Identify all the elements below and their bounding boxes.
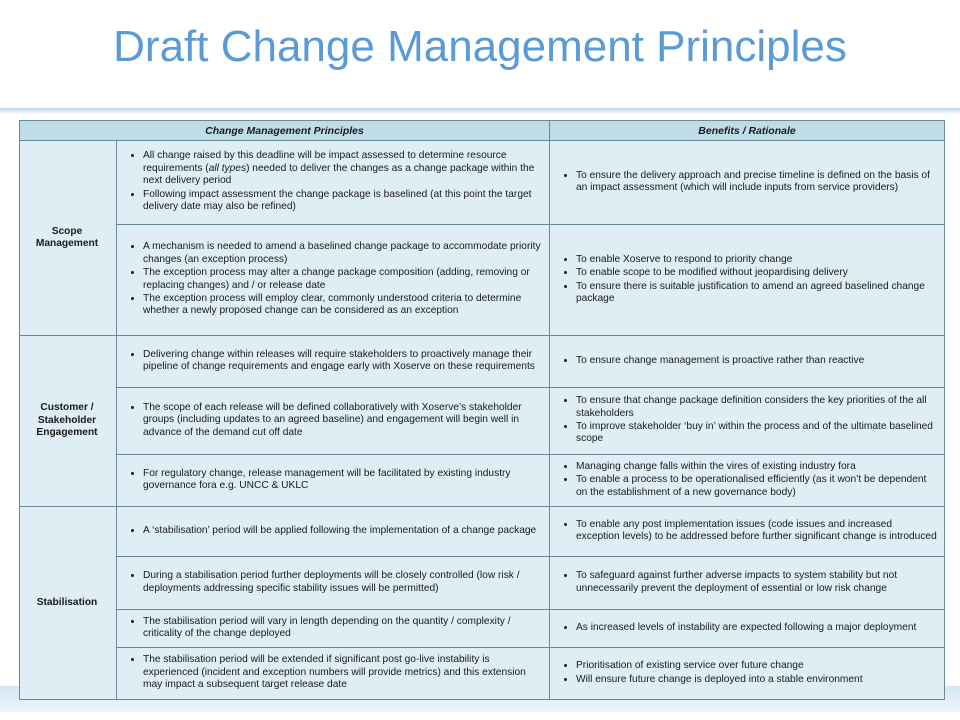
benefit-item: • To ensure change management is proactive rather than reactive	[576, 355, 938, 367]
benefits-cell	[550, 141, 945, 225]
area-customer-stakeholder-engagement: Customer / Stakeholder Engagement	[20, 336, 117, 507]
principle-item: • Delivering change within releases will require stakeholders to proactively manage their pipeline of change requirements and engage early with Xoserve on these requirements	[143, 349, 543, 374]
principle-item: • The stabilisation period will vary in length depending on the quantity / complexity / criticality of the change deployed	[143, 616, 543, 641]
benefits-cell	[550, 388, 945, 455]
table-row	[20, 225, 945, 336]
table-row	[20, 507, 945, 557]
benefit-item: • Managing change falls within the vires of existing industry fora	[576, 461, 938, 473]
benefit-item: • To improve stakeholder ‘buy in’ within the process and of the ultimate baselined scope	[576, 421, 938, 446]
table-row	[20, 648, 945, 700]
table-row	[20, 141, 945, 225]
principles-cell	[117, 507, 550, 557]
principles-cell	[117, 336, 550, 388]
table-row	[20, 388, 945, 455]
principles-cell	[117, 141, 550, 225]
benefit-item: • To ensure that change package definition considers the key priorities of the all stakeholders	[576, 395, 938, 420]
principles-cell	[117, 388, 550, 455]
benefit-item: • To enable Xoserve to respond to priority change	[576, 254, 938, 266]
benefit-item: • To safeguard against further adverse impacts to system stability but not unnecessarily prevent the deployment of essential or low risk change	[576, 570, 938, 595]
benefits-cell	[550, 455, 945, 507]
area-scope-management: Scope Management	[20, 141, 117, 336]
title-divider	[0, 108, 960, 114]
principles-cell	[117, 648, 550, 700]
principle-item: • All change raised by this deadline will be impact assessed to determine resource requirements (all types) needed to deliver the changes as a change package within the next delivery period	[143, 150, 543, 187]
principles-cell	[117, 610, 550, 648]
header-principles: Change Management Principles	[20, 121, 550, 141]
benefits-cell	[550, 557, 945, 610]
table-header-row	[20, 121, 945, 141]
principle-item: • The stabilisation period will be extended if significant post go-live instability is experienced (incident and exception numbers will provide metrics) and this extension may impact a subsequent target release date	[143, 654, 543, 691]
benefit-item: • As increased levels of instability are expected following a major deployment	[576, 622, 938, 634]
benefits-cell	[550, 225, 945, 336]
benefit-item: • Will ensure future change is deployed into a stable environment	[576, 674, 938, 686]
benefit-item: • To ensure there is suitable justification to amend an agreed baselined change package	[576, 281, 938, 306]
table-row	[20, 610, 945, 648]
principle-item: • A ‘stabilisation’ period will be applied following the implementation of a change package	[143, 525, 543, 537]
principle-item: • For regulatory change, release management will be facilitated by existing industry governance fora e.g. UNCC & UKLC	[143, 468, 543, 493]
principle-item: • The scope of each release will be defined collaboratively with Xoserve’s stakeholder groups (including updates to an agreed baseline) and engagement will begin well in advance of the demand cut off date	[143, 402, 543, 439]
header-benefits: Benefits / Rationale	[550, 121, 945, 141]
benefit-item: • Prioritisation of existing service over future change	[576, 660, 938, 672]
benefit-item: • To enable scope to be modified without jeopardising delivery	[576, 267, 938, 279]
principle-item: • During a stabilisation period further deployments will be closely controlled (low risk / deployments addressing specific stability issues will be permitted)	[143, 570, 543, 595]
benefits-cell	[550, 648, 945, 700]
benefits-cell	[550, 507, 945, 557]
benefits-cell	[550, 610, 945, 648]
benefit-item: • To enable any post implementation issues (code issues and increased exception levels) to be addressed before further significant change is introduced	[576, 519, 938, 544]
benefits-cell	[550, 336, 945, 388]
benefit-item: • To enable a process to be operationalised efficiently (as it won’t be dependent on the establishment of a new governance body)	[576, 474, 938, 499]
principle-item: • Following impact assessment the change package is baselined (at this point the target delivery date may also be refined)	[143, 189, 543, 214]
table-row	[20, 557, 945, 610]
principle-item: • A mechanism is needed to amend a baselined change package to accommodate priority changes (an exception process)	[143, 241, 543, 266]
table-row	[20, 455, 945, 507]
table-row	[20, 336, 945, 388]
principles-table	[19, 120, 945, 700]
principles-cell	[117, 455, 550, 507]
area-stabilisation: Stabilisation	[20, 507, 117, 700]
principles-cell	[117, 557, 550, 610]
principle-item: • The exception process may alter a change package composition (adding, removing or replacing changes) and / or release date	[143, 267, 543, 292]
benefit-item: • To ensure the delivery approach and precise timeline is defined on the basis of an impact assessment (which will include inputs from service providers)	[576, 170, 938, 195]
principle-item: • The exception process will employ clear, commonly understood criteria to determine whether a newly proposed change can be considered as an exception	[143, 293, 543, 318]
principles-cell	[117, 225, 550, 336]
page-title: Draft Change Management Principles	[113, 22, 847, 71]
